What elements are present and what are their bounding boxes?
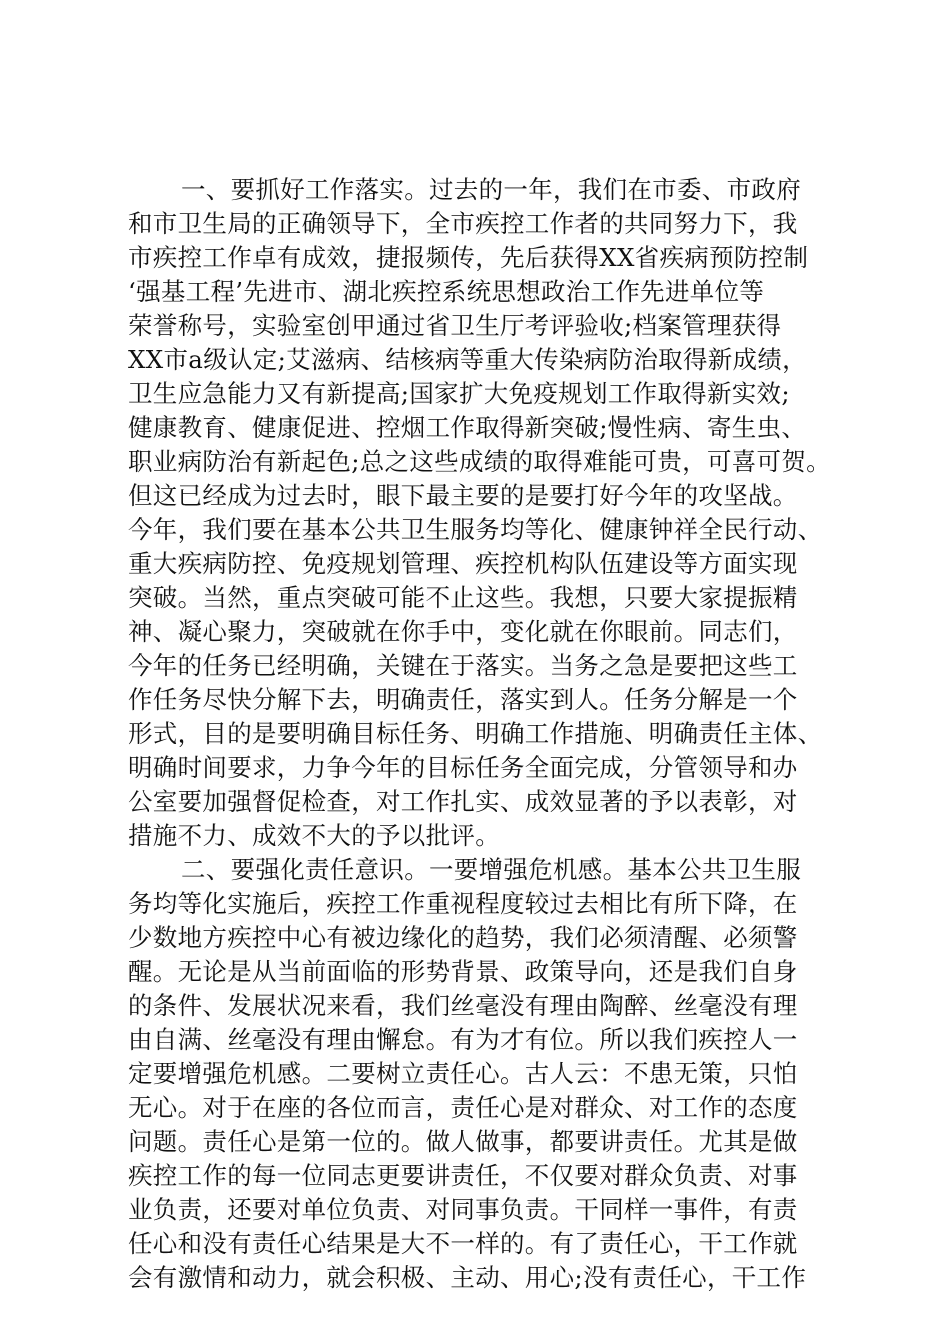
paragraph-2-line: 少数地方疾控中心有被边缘化的趋势，我们必须清醒、必须警 [128,923,798,952]
paragraph-1-line: 健康教育、健康促进、控烟工作取得新突破;慢性病、寄生虫、 [128,413,807,442]
paragraph-1-line: 荣誉称号，实验室创甲通过省卫生厅考评验收;档案管理获得 [128,311,782,340]
paragraph-2-line: 无心。对于在座的各位而言，责任心是对群众、对工作的态度 [128,1093,798,1122]
paragraph-1-line: 形式，目的是要明确目标任务、明确工作措施、明确责任主体、 [128,719,823,748]
body-text [128,173,868,1295]
paragraph-1-line: 今年，我们要在基本公共卫生服务均等化、健康钟祥全民行动、 [128,515,823,544]
paragraph-2-line: 由自满、丝毫没有理由懈怠。有为才有位。所以我们疾控人一 [128,1025,798,1054]
paragraph-1-line: 突破。当然，重点突破可能不止这些。我想，只要大家提振精 [128,583,798,612]
paragraph-1-line: 公室要加强督促检查，对工作扎实、成效显著的予以表彰，对 [128,787,798,816]
paragraph-1-line: 但这已经成为过去时，眼下最主要的是要打好今年的攻坚战。 [128,481,798,510]
paragraph-1-line: 今年的任务已经明确，关键在于落实。当务之急是要把这些工 [128,651,798,680]
paragraph-1-line: 明确时间要求，力争今年的目标任务全面完成，分管领导和办 [128,753,798,782]
paragraph-2-line: 定要增强危机感。二要树立责任心。古人云：不患无策，只怕 [128,1059,798,1088]
paragraph-1-line: 和市卫生局的正确领导下，全市疾控工作者的共同努力下，我 [128,209,798,238]
paragraph-1-line: 重大疾病防控、免疫规划管理、疾控机构队伍建设等方面实现 [128,549,798,578]
paragraph-2-line: 任心和没有责任心结果是大不一样的。有了责任心，干工作就 [128,1229,798,1258]
paragraph-1-line: 职业病防治有新起色;总之这些成绩的取得难能可贵，可喜可贺。 [128,447,831,476]
paragraph-2-line: 务均等化实施后，疾控工作重视程度较过去相比有所下降，在 [128,889,798,918]
paragraph-2-line: 业负责，还要对单位负责、对同事负责。干同样一事件，有责 [128,1195,798,1224]
paragraph-1-line: 措施不力、成效不大的予以批评。 [128,821,500,850]
paragraph-2-line: 二、要强化责任意识。一要增强危机感。基本公共卫生服 [181,855,801,884]
paragraph-1-line: 作任务尽快分解下去，明确责任，落实到人。任务分解是一个 [128,685,798,714]
paragraph-1-line: ‘强基工程’先进市、湖北疾控系统思想政治工作先进单位等 [128,277,765,306]
paragraph-1-line: 卫生应急能力又有新提高;国家扩大免疫规划工作取得新实效; [128,379,790,408]
paragraph-2-line: 醒。无论是从当前面临的形势背景、政策导向，还是我们自身 [128,957,798,986]
paragraph-1-line: 市疾控工作卓有成效，捷报频传，先后获得XX省疾病预防控制 [128,243,809,272]
paragraph-1-line: XX市a级认定;艾滋病、结核病等重大传染病防治取得新成绩， [128,345,807,374]
paragraph-2-line: 会有激情和动力，就会积极、主动、用心;没有责任心，干工作 [128,1263,807,1292]
paragraph-2-line: 疾控工作的每一位同志更要讲责任，不仅要对群众负责、对事 [128,1161,798,1190]
paragraph-2-line: 的条件、发展状况来看，我们丝毫没有理由陶醉、丝毫没有理 [128,991,798,1020]
paragraph-1-line: 一、要抓好工作落实。过去的一年，我们在市委、市政府 [181,175,801,204]
paragraph-1-line: 神、凝心聚力，突破就在你手中，变化就在你眼前。同志们， [128,617,798,646]
paragraph-2-line: 问题。责任心是第一位的。做人做事，都要讲责任。尤其是做 [128,1127,798,1156]
